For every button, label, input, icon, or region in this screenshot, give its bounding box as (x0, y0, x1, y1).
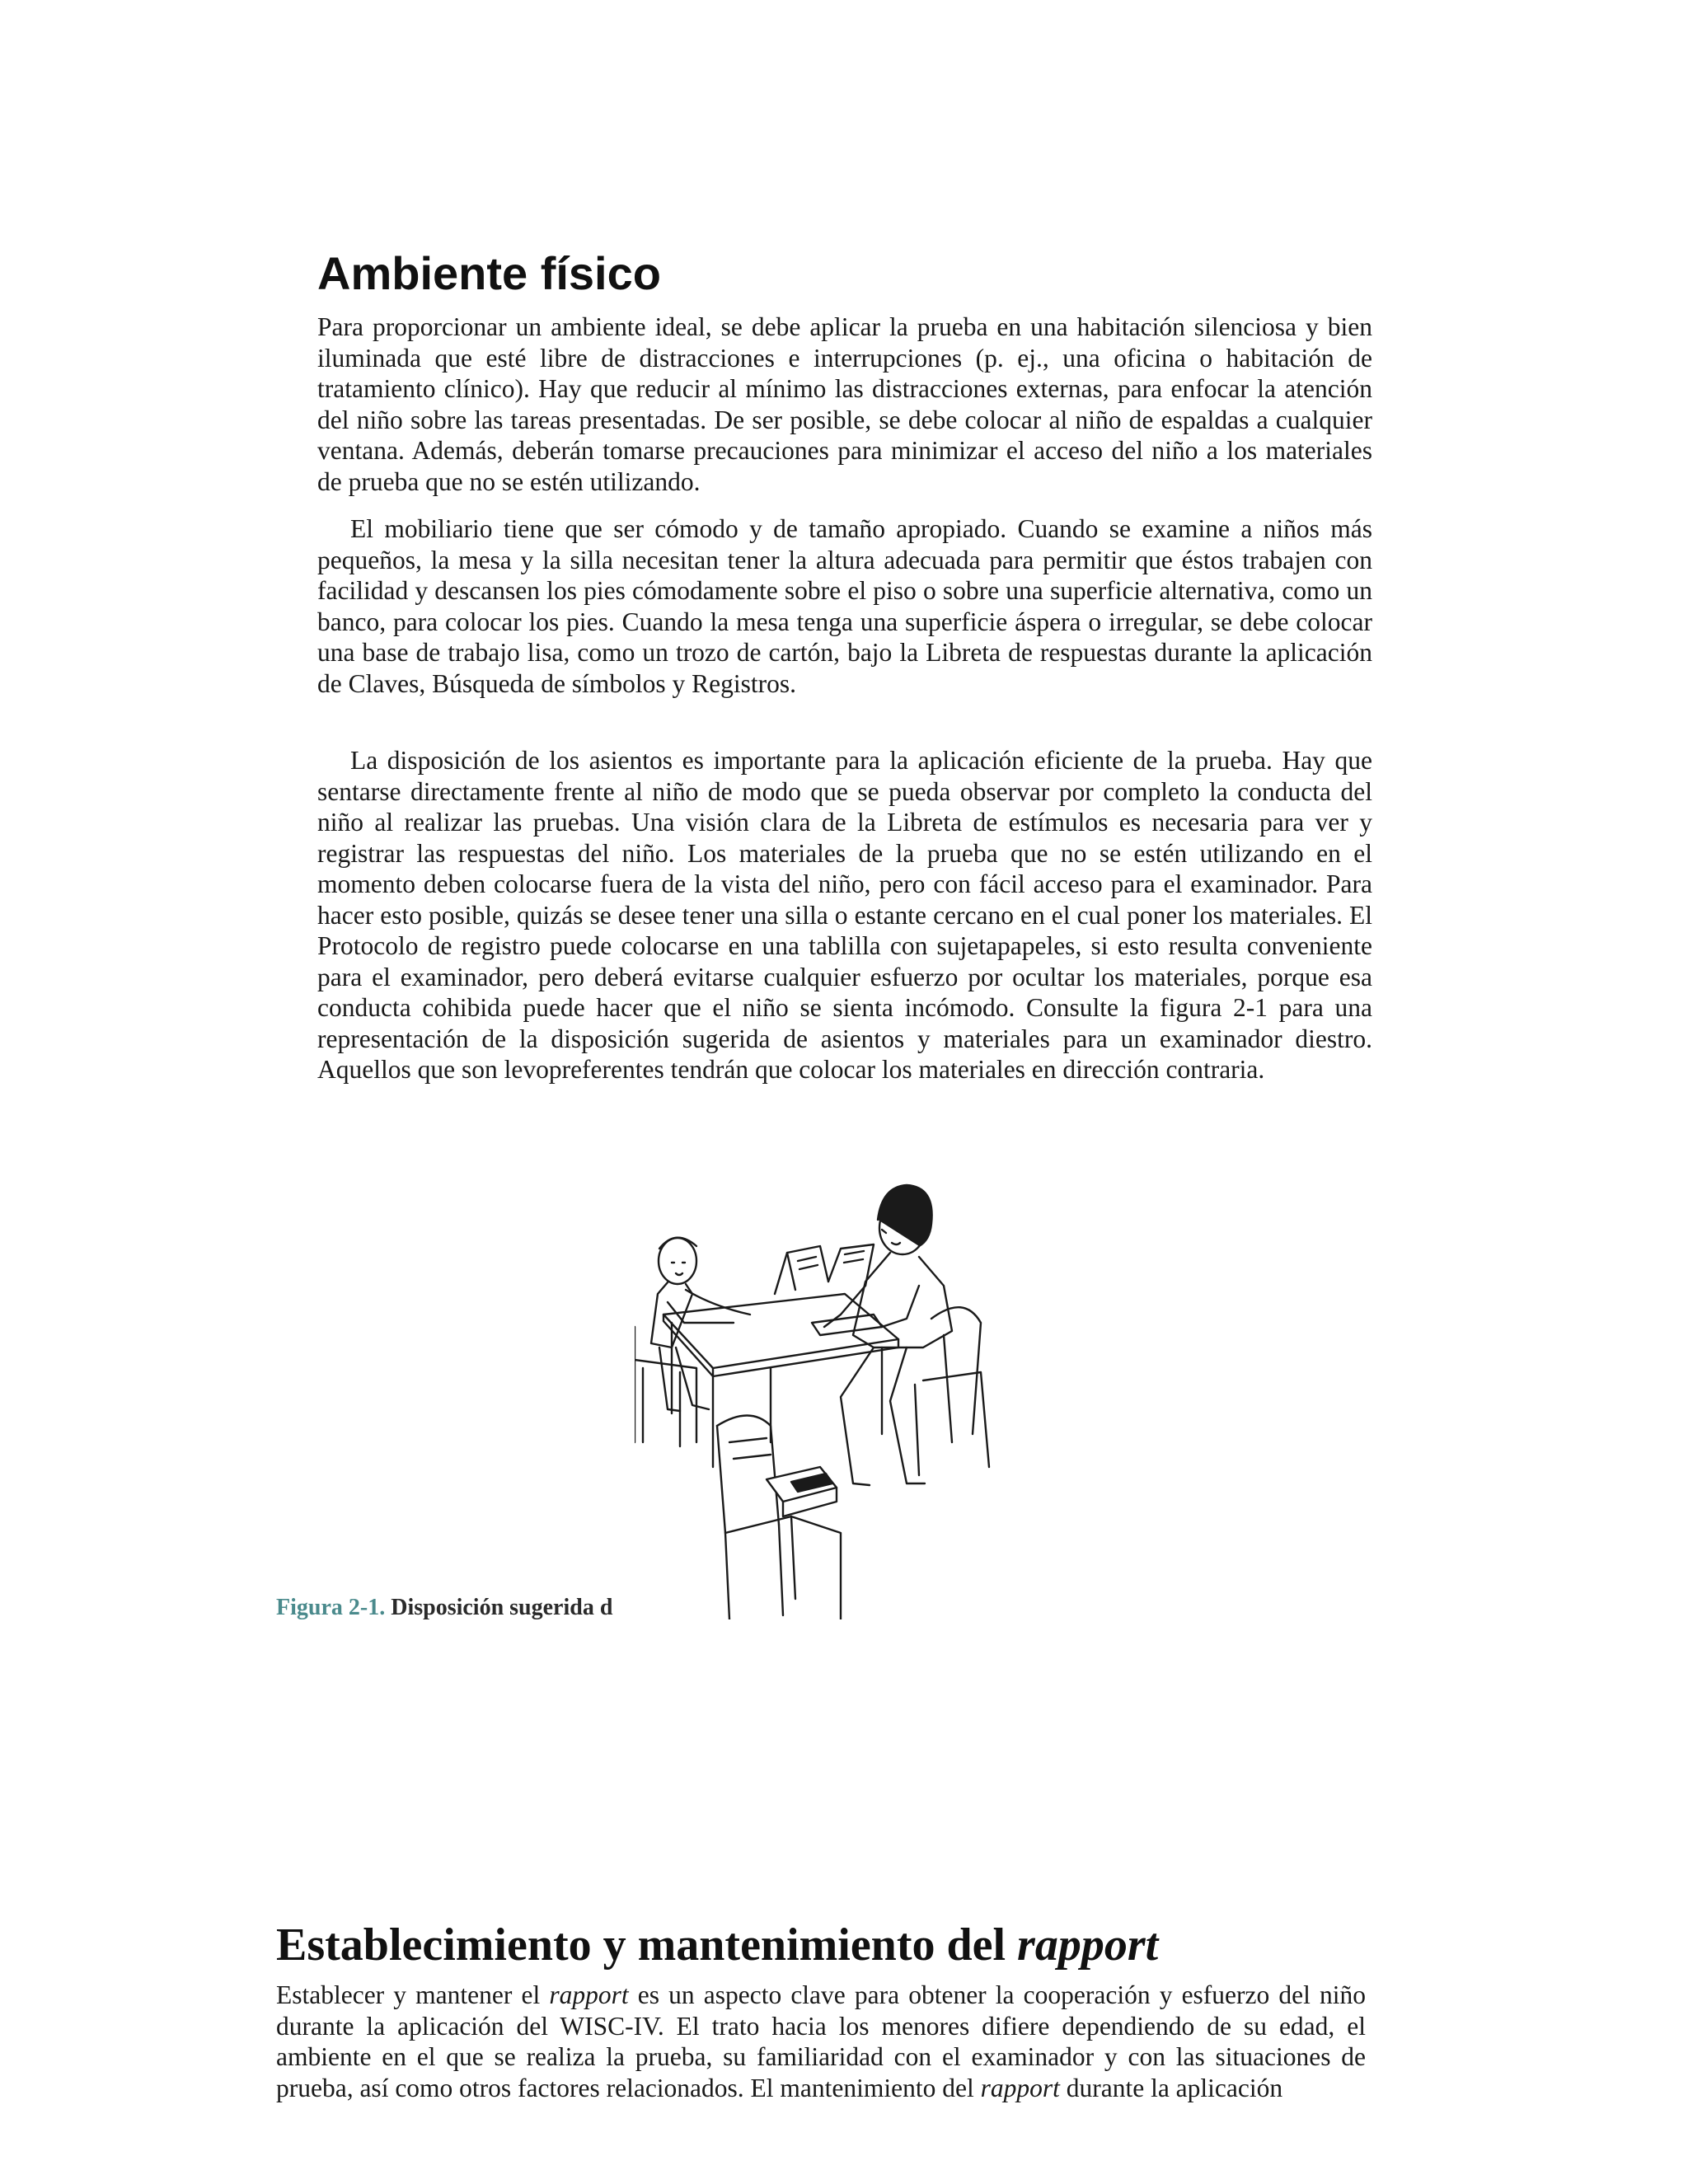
seating-illustration-drawing (635, 1170, 997, 1619)
figure-caption-text: Disposición sugerida d (391, 1595, 613, 1620)
italic-term-1: rapport (549, 1980, 629, 2009)
italic-term-2: rapport (980, 2073, 1060, 2102)
paragraph-text-1: Establecer y mantener el (276, 1980, 550, 2009)
section-ambiente-fisico (317, 241, 1372, 1085)
paragraph-rapport (276, 1980, 1366, 2103)
figure-caption (276, 1593, 639, 1623)
figure-caption-label: Figura 2-1. (276, 1595, 386, 1620)
paragraph-2: El mobiliario tiene que ser cómodo y de tamaño apropiado. Cuando se examine a niños más pequeños, la mesa y la silla necesitan tener la altura adecuada para permitir que éstos trabajen con facilidad y descansen los pies cómodamente sobre el piso o sobre una superficie alternativa, como un banco, para colocar los pies. Cuando la mesa tenga una superficie áspera o irregular, se debe colocar una base de trabajo lisa, como un trozo de cartón, bajo la Libreta de respuestas durante la aplicación de Claves, Búsqueda de símbolos y Registros. (317, 514, 1372, 698)
paragraph-3: La disposición de los asientos es importante para la aplicación eficiente de la prueba. Hay que sentarse directamente frente al niño de modo que se pueda observar por completo la conducta del niño al realizar las pruebas. Una visión clara de la Libreta de estímulos es necesaria para ver y registrar las respuestas del niño. Los materiales de la prueba que no se estén utilizando en el momento deben colocarse fuera de la vista del niño, pero con fácil acceso para el examinador. Para hacer esto posible, quizás se desee tener una silla o estante cercano en el cual poner los materiales. El Protocolo de registro puede colocarse en una tablilla con sujetapapeles, si esto resulta conveniente para el examinador, pero deberá evitarse cualquier esfuerzo por ocultar los materiales, porque esa conducta cohibida puede hacer que el niño se sienta incómodo. Consulte la figura 2-1 para una representación de la disposición sugerida de asientos y materiales para un examinador diestro. Aquellos que son levopreferentes tendrán que colocar los materiales en dirección contraria. (317, 746, 1372, 1084)
paragraph-1: Para proporcionar un ambiente ideal, se debe aplicar la prueba en una habitación silenciosa y bien iluminada que esté libre de distracciones e interrupciones (p. ej., una oficina o habitación de tratamiento clínico). Hay que reducir al mínimo las distracciones externas, para enfocar la atención del niño sobre las tareas presentadas. De ser posible, se debe colocar al niño de espaldas a cualquier ventana. Además, deberán tomarse precauciones para minimizar el acceso del niño a los materiales de prueba que no se estén utilizando. (317, 312, 1372, 496)
seating-illustration (635, 1170, 997, 1619)
section-rapport (276, 1912, 1366, 2103)
paragraph-text-3: durante la aplicación (1059, 2073, 1283, 2102)
heading-italic-term: rapport (1017, 1919, 1159, 1971)
section-heading: Ambiente físico (317, 247, 661, 299)
paragraph-text-2: es un aspecto clave para obtener la cooperación y esfuerzo del niño durante la aplicación del WISC-IV. El trato hacia los menores difiere dependiendo de su edad, el ambiente en el que se realiza la prueba, su familiaridad con el examinador y con las situaciones de prueba, así como otros factores relacionados. El mantenimiento del (276, 1980, 1366, 2102)
section-heading-rapport (276, 1912, 1366, 1978)
heading-text: Establecimiento y mantenimiento del (276, 1919, 1018, 1971)
